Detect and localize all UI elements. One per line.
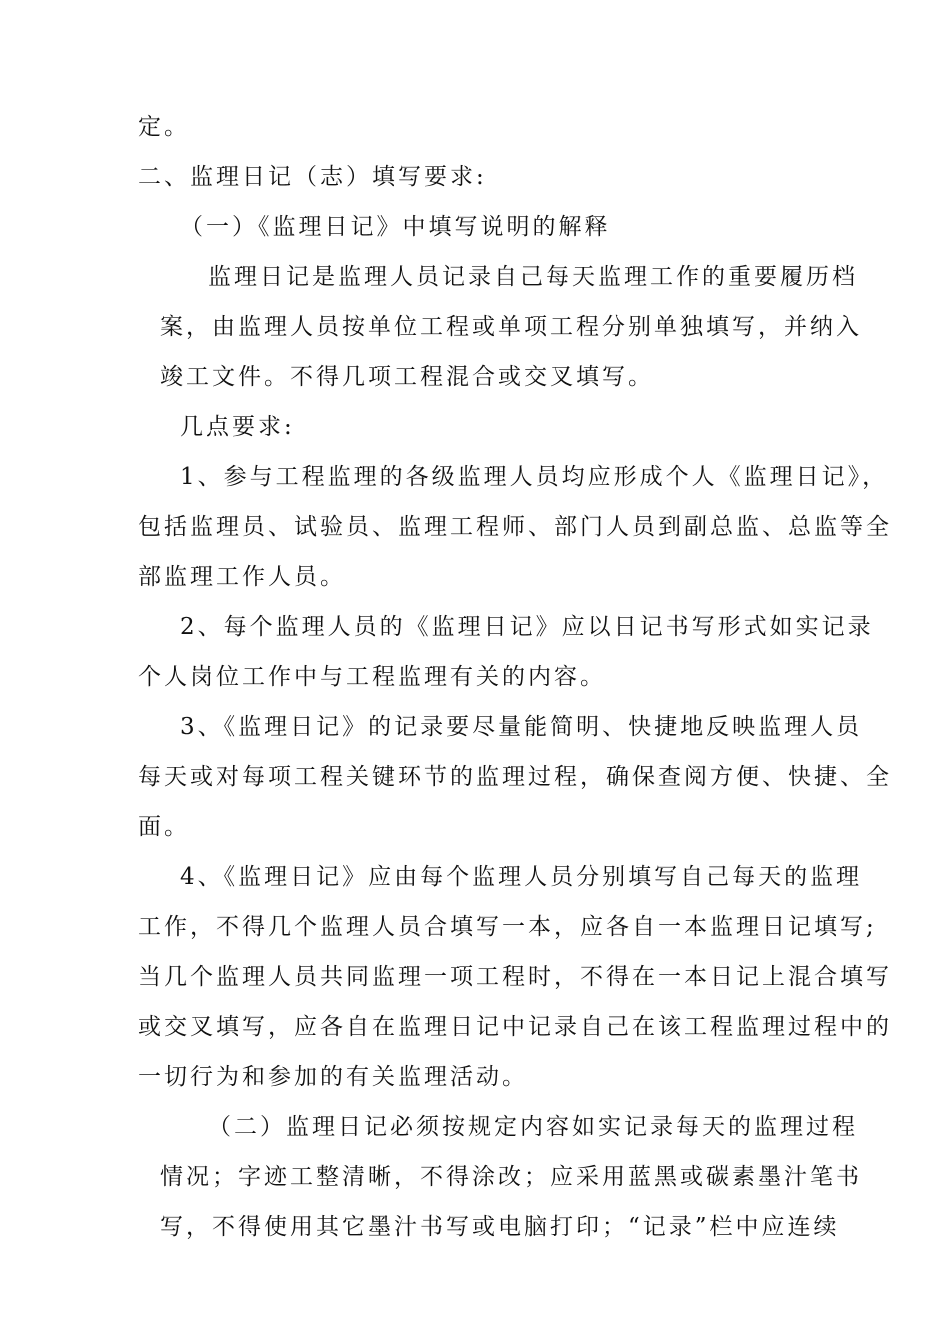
subsection-2-line-3: 写，不得使用其它墨汁书写或电脑打印；“记录”栏中应连续 — [160, 1214, 840, 1240]
item-4-line-4: 或交叉填写，应各自在监理日记中记录自己在该工程监理过程中的 — [138, 1014, 892, 1040]
item-4-line-2: 工作，不得几个监理人员合填写一本，应各自一本监理日记填写; — [138, 914, 877, 940]
item-4-line-5: 一切行为和参加的有关监理活动。 — [138, 1064, 528, 1090]
item-3-line-2: 每天或对每项工程关键环节的监理过程，确保查阅方便、快捷、全 — [138, 764, 892, 790]
subsection-2-line-1: （二）监理日记必须按规定内容如实记录每天的监理过程 — [208, 1114, 858, 1140]
text-line-continuation: 定。 — [138, 114, 190, 140]
requirements-heading: 几点要求: — [180, 414, 295, 440]
item-4-line-3: 当几个监理人员共同监理一项工程时，不得在一本日记上混合填写 — [138, 964, 892, 990]
item-1-line-2: 包括监理员、试验员、监理工程师、部门人员到副总监、总监等全 — [138, 514, 892, 540]
subsection-2-line-2: 情况；字迹工整清晰，不得涂改；应采用蓝黑或碳素墨汁笔书 — [160, 1164, 862, 1190]
item-4-line-1: 4、《监理日记》应由每个监理人员分别填写自己每天的监理 — [180, 864, 863, 890]
item-2-line-1: 2、每个监理人员的《监理日记》应以日记书写形式如实记录 — [180, 614, 874, 640]
item-1-line-3: 部监理工作人员。 — [138, 564, 346, 590]
subsection-heading-1: （一）《监理日记》中填写说明的解释 — [180, 214, 611, 240]
paragraph-intro-line-3: 竣工文件。不得几项工程混合或交叉填写。 — [160, 364, 654, 390]
section-heading-2: 二、监理日记（志）填写要求: — [138, 164, 487, 190]
item-1-line-1: 1、参与工程监理的各级监理人员均应形成个人《监理日记》， — [180, 464, 889, 490]
item-2-line-2: 个人岗位工作中与工程监理有关的内容。 — [138, 664, 606, 690]
paragraph-intro-line-2: 案，由监理人员按单位工程或单项工程分别单独填写，并纳入 — [160, 314, 862, 340]
item-3-line-1: 3、《监理日记》的记录要尽量能简明、快捷地反映监理人员 — [180, 714, 863, 740]
item-3-line-3: 面。 — [138, 814, 190, 840]
paragraph-intro-line-1: 监理日记是监理人员记录自己每天监理工作的重要履历档 — [208, 264, 858, 290]
